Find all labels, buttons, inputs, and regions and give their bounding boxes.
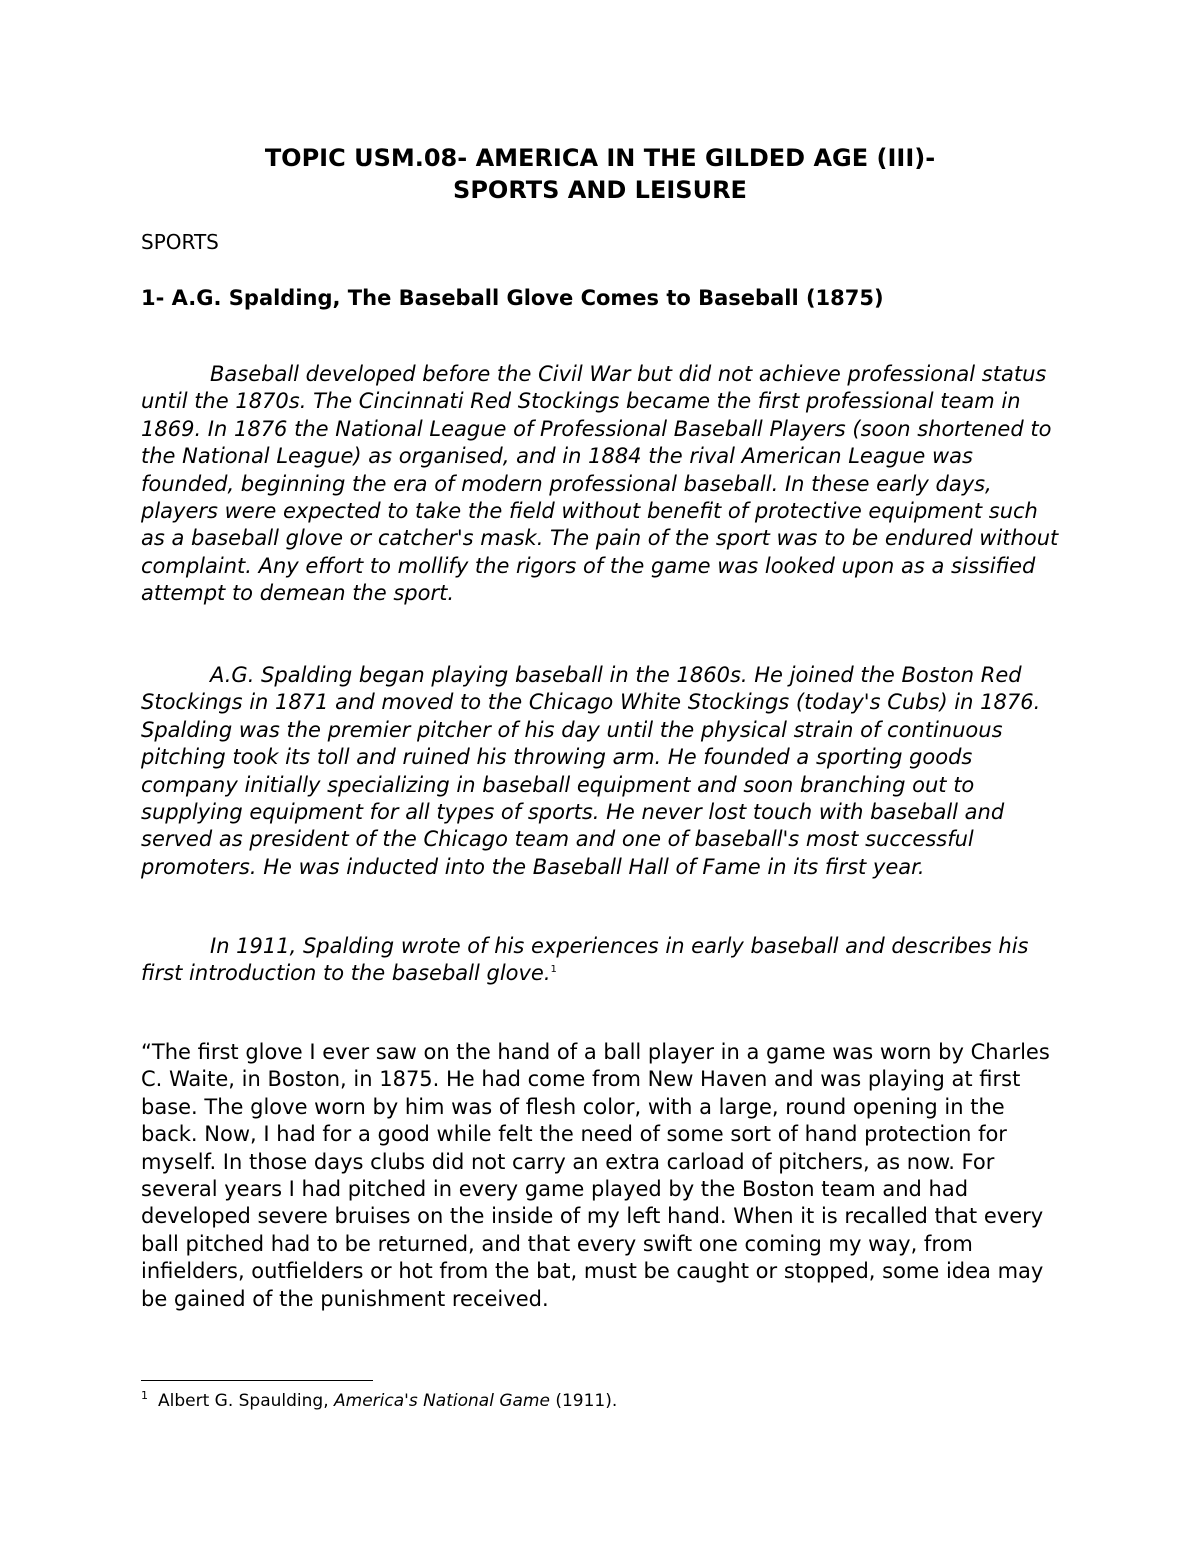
section-label: SPORTS (141, 230, 219, 254)
paragraph-2: A.G. Spalding began playing baseball in the 1860s. He joined the Boston Red Stockings in 1871 and moved to the Chicago White Stockings (today's Cubs) in 1876. Spalding was the premier pitcher of his day until the physical strain of continuous pitching took its toll and ruined his throwing arm. He founded a sporting goods company initially specializing in baseball equipment and soon branching out to supplying equipment for all types of sports. He never lost touch with baseball and served as president of the Chicago team and one of baseball's most successful promoters. He was inducted into the Baseball Hall of Fame in its first year. (141, 663, 1041, 879)
subheading: 1- A.G. Spalding, The Baseball Glove Comes to Baseball (1875) (141, 286, 884, 310)
title-line-2: SPORTS AND LEISURE (453, 176, 747, 204)
paragraph-1: Baseball developed before the Civil War but did not achieve professional status until the 1870s. The Cincinnati Red Stockings became the first professional team in 1869. In 1876 the National League of Professional Baseball Players (soon shortened to the National League) as organised, and in 1884 the rival American League was founded, beginning the era of modern professional baseball. In these early days, players were expected to take the field without benefit of protective equipment such as a baseball glove or catcher's mask. The pain of the sport was to be endured without complaint. Any effort to mollify the rigors of the game was looked upon as a sissified attempt to demean the sport. (141, 362, 1059, 606)
footnote-year: (1911). (549, 1391, 618, 1411)
quote-paragraph: “The first glove I ever saw on the hand of a ball player in a game was worn by Charles C. Waite, in Boston, in 1875. He had come from New Haven and was playing at first base. The glove worn by him was of flesh color, with a large, round opening in the back. Now, I had for a good while felt the need of some sort of hand protection for myself. In those days clubs did not carry an extra carload of pitchers, as now. For several years I had pitched in every game played by the Boston team and had developed severe bruises on the inside of my left hand. When it is recalled that every ball pitched had to be returned, and that every swift one coming my way, from infielders, outfielders or hot from the bat, must be caught or stopped, some idea may be gained of the punishment received. (141, 1040, 1050, 1311)
document-title (140, 142, 1060, 206)
footnote (141, 1389, 617, 1413)
footnote-work-title: America's National Game (334, 1391, 550, 1411)
footnote-author: Albert G. Spaulding, (158, 1391, 335, 1411)
paragraph-3 (141, 933, 1061, 988)
footnote-divider (141, 1380, 373, 1381)
footnote-number: 1 (141, 1389, 148, 1402)
title-line-1: TOPIC USM.08- AMERICA IN THE GILDED AGE (III)- (264, 144, 936, 172)
paragraph-3-text: In 1911, Spalding wrote of his experiences in early baseball and describes his first introduction to the baseball glove. (141, 934, 1029, 986)
footnote-reference: 1 (550, 964, 557, 976)
